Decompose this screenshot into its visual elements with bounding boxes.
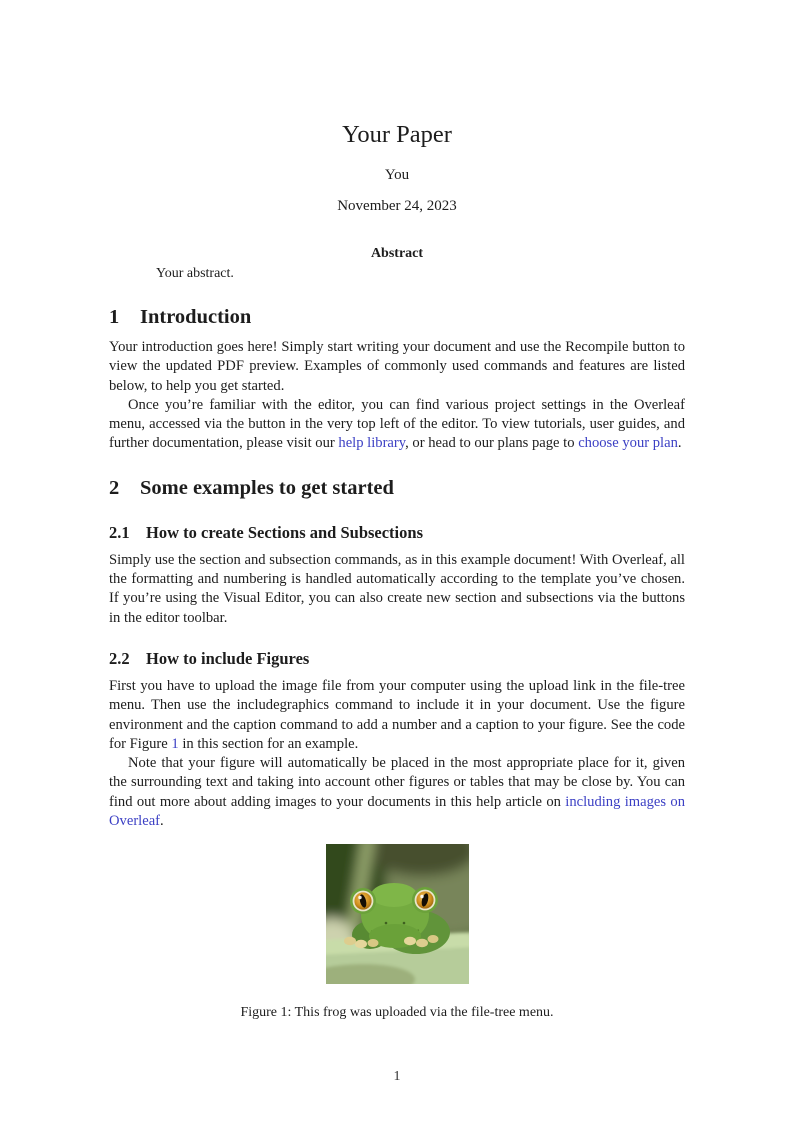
section-1-title: Introduction — [140, 306, 252, 328]
paper-title: Your Paper — [342, 121, 452, 148]
figures-paragraph-2 — [109, 754, 685, 831]
abstract-block — [109, 245, 685, 283]
help-library-link[interactable]: help library — [338, 435, 406, 452]
subsection-2-2-title: How to include Figures — [146, 648, 310, 668]
figures-p2-text-pre: Note that your figure will automatically be placed in the most appropriate place for it, given the surrounding text and taking into account other figures or tables that may be close by. You can find out more about adding images to your documents in this help article on — [109, 755, 685, 810]
intro-p2-text-mid: , or head to our plans page to — [405, 435, 579, 452]
page-number: 1 — [393, 1069, 401, 1085]
figure-1 — [109, 844, 685, 1022]
figures-p2-text-end: . — [160, 813, 164, 830]
figures-p1-text-end: in this section for an example. — [178, 735, 359, 752]
section-2-number: 2 — [109, 476, 120, 499]
section-2-title: Some examples to get started — [140, 476, 394, 499]
paper-author: You — [384, 167, 410, 183]
figures-paragraph-1 — [109, 677, 685, 754]
section-1-number: 1 — [109, 306, 120, 328]
choose-your-plan-link[interactable]: choose your plan — [578, 435, 678, 452]
paper-date: November 24, 2023 — [337, 198, 457, 214]
abstract-text: Your abstract. — [156, 266, 234, 281]
section-2-heading — [109, 475, 685, 502]
subsection-2-2-heading — [109, 648, 685, 670]
frog-image — [326, 844, 469, 861]
figures-p1-text-pre: First you have to upload the image file from your computer using the upload link in the file-tree menu. Then use the includegraphics command to include it in your document. Use the figure environment and the caption command to add a number and a caption to your figure. See the code for Figure — [109, 677, 685, 752]
subsection-2-1-number: 2.1 — [109, 522, 130, 542]
intro-p2-text-end: . — [677, 435, 682, 452]
subsection-2-1-paragraph: Simply use the section and subsection commands, as in this example document! With Overleaf, all the formatting and numbering is handled automatically according to the template you’ve chosen. If you’re using the Visual Editor, you can also create new section and subsections via the buttons in the editor toolbar. — [109, 551, 685, 626]
intro-p2-text-pre: Once you’re familiar with the editor, you can find various project settings in the Overleaf menu, accessed via the button in the very top left of the editor. To view tutorials, user guides, and further documentation, please visit our — [109, 396, 685, 452]
intro-paragraph-1: Your introduction goes here! Simply start writing your document and use the Recompile button to view the updated PDF preview. Examples of commonly used commands and features are listed below, to help you get started. — [109, 339, 685, 394]
document-page — [109, 0, 685, 1125]
figure-caption: Figure 1: This frog was uploaded via the file-tree menu. — [240, 1005, 554, 1021]
figure-1-reference-link[interactable]: 1 — [171, 735, 179, 752]
subsection-2-1-title: How to create Sections and Subsections — [146, 522, 423, 542]
abstract-heading: Abstract — [370, 246, 424, 261]
subsection-2-1-heading — [109, 522, 685, 544]
subsection-2-2-number: 2.2 — [109, 648, 130, 668]
including-images-link[interactable]: including images on Overleaf — [109, 793, 685, 830]
section-1-heading — [109, 304, 685, 331]
intro-paragraph-2 — [109, 396, 685, 454]
